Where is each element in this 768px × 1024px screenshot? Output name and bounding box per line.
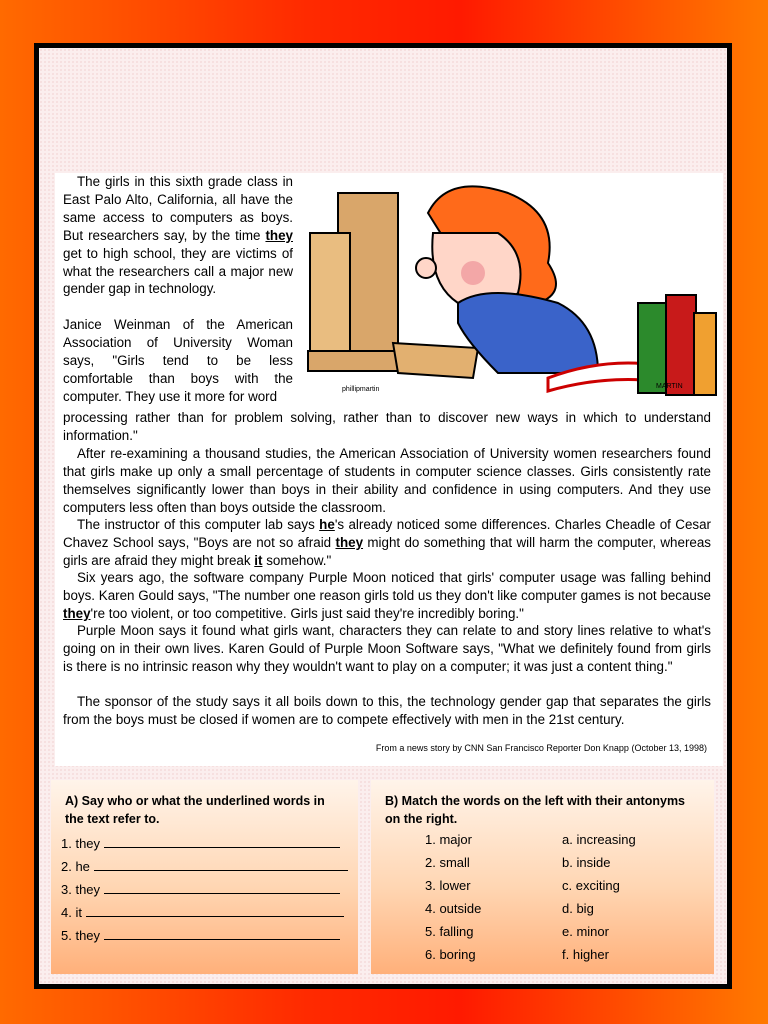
answer-blank[interactable]: [104, 881, 340, 894]
text-run: 're too violent, or too competitive. Girls just said they're incredibly boring.": [90, 605, 524, 621]
exercise-b-left-column: [425, 828, 481, 966]
article-paragraph-3: After re-examining a thousand studies, the American Association of University women researchers found that girls make up only a small percentage of students in computer science classes. Girls consistently rate themselves significantly lower than boys in their ability and confidence in using computers. And they use computers less often than boys outside the classroom.: [63, 446, 711, 515]
item-label: 4. it: [61, 905, 82, 920]
exercise-a-item-4: [61, 904, 344, 920]
exercise-a-title: A) Say who or what the underlined words in the text refer to.: [65, 794, 325, 826]
underlined-word-it: it: [254, 552, 263, 568]
exercise-b-title: B) Match the words on the left with their antonyms on the right.: [385, 794, 686, 826]
right-word: a. increasing: [562, 832, 636, 847]
article-paragraph-2b: processing rather than for problem solving, rather than to discover new ways in which to understand information.": [63, 410, 711, 443]
answer-blank[interactable]: [86, 904, 344, 917]
source-credit: From a news story by CNN San Francisco Reporter Don Knapp (October 13, 1998): [375, 743, 707, 753]
exercise-a-item-2: [61, 858, 348, 874]
article-paragraph-2a: Janice Weinman of the American Association of University Woman says, "Girls tend to be less comfortable than boys with the computer. They use it more for word: [63, 317, 293, 404]
underlined-word-they-1: they: [265, 227, 293, 243]
clipart-signature-right: MARTIN: [656, 383, 683, 390]
right-word: e. minor: [562, 924, 609, 939]
answer-blank[interactable]: [104, 927, 340, 940]
text-run: The girls in this sixth grade class in East Palo Alto, California, all have the same access to computers as boys. But researchers say, by the time: [63, 174, 293, 243]
article-paragraph-6: Purple Moon says it found what girls want, characters they can relate to and story lines relative to what's going on in their own lives. Karen Gould of Purple Moon Software says, "What we definitely found from girls is there is no intrinsic reason why they wouldn't want to play on a computer; it was just a content thing.": [63, 623, 711, 674]
article-paragraph-7: The sponsor of the study says it all boils down to this, the technology gender gap that separates the girls from the boys must be closed if women are to compete effectively with men in the 21st century.: [63, 694, 711, 727]
item-label: 1. they: [61, 836, 101, 851]
item-label: 3. they: [61, 882, 101, 897]
clipart-signature-left: phillipmartin: [342, 386, 380, 393]
exercise-b-panel: [371, 780, 714, 974]
girl-at-computer-illustration: [298, 173, 728, 400]
exercise-a-item-1: [61, 835, 340, 851]
text-run: get to high school, they are victims of what the researchers call a major new gender gap in technology.: [63, 245, 293, 297]
left-word: 2. small: [425, 855, 470, 870]
underlined-word-they-2: they: [335, 534, 364, 550]
right-word: c. exciting: [562, 878, 620, 893]
item-label: 5. they: [61, 928, 101, 943]
exercise-a-item-3: [61, 881, 340, 897]
exercise-a-panel: [51, 780, 358, 974]
text-run: The instructor of this computer lab says: [77, 517, 320, 532]
article-paragraph-1: [63, 173, 293, 298]
worksheet-frame: [34, 43, 732, 989]
left-word: 1. major: [425, 832, 472, 847]
exercise-a-item-5: [61, 927, 340, 943]
text-run: somehow.": [262, 552, 332, 568]
article-paragraph-4: [63, 516, 711, 570]
text-run: Six years ago, the software company Purple Moon noticed that girls' computer usage was falling behind boys. Karen Gould says, "The number one reason girls told us they don't like computer games is not because: [63, 570, 711, 603]
right-word: d. big: [562, 901, 594, 916]
exercise-b-right-column: [562, 828, 636, 966]
left-word: 6. boring: [425, 947, 476, 962]
right-word: b. inside: [562, 855, 611, 870]
left-word: 3. lower: [425, 878, 471, 893]
item-label: 2. he: [61, 859, 90, 874]
text-run: 's already noticed some differences. Charles Cheadle of Cesar Chavez School says, "Boys are not so afraid: [63, 517, 711, 550]
left-word: 4. outside: [425, 901, 482, 916]
article-paragraph-5: [63, 569, 711, 623]
text-run: might do something that will harm the computer, whereas girls are afraid they might break: [63, 534, 712, 568]
left-word: 5. falling: [425, 924, 474, 939]
answer-blank[interactable]: [104, 835, 340, 848]
answer-blank[interactable]: [94, 858, 348, 871]
right-word: f. higher: [562, 947, 609, 962]
underlined-word-they-3: they: [63, 605, 91, 621]
underlined-word-he: he: [319, 517, 335, 532]
